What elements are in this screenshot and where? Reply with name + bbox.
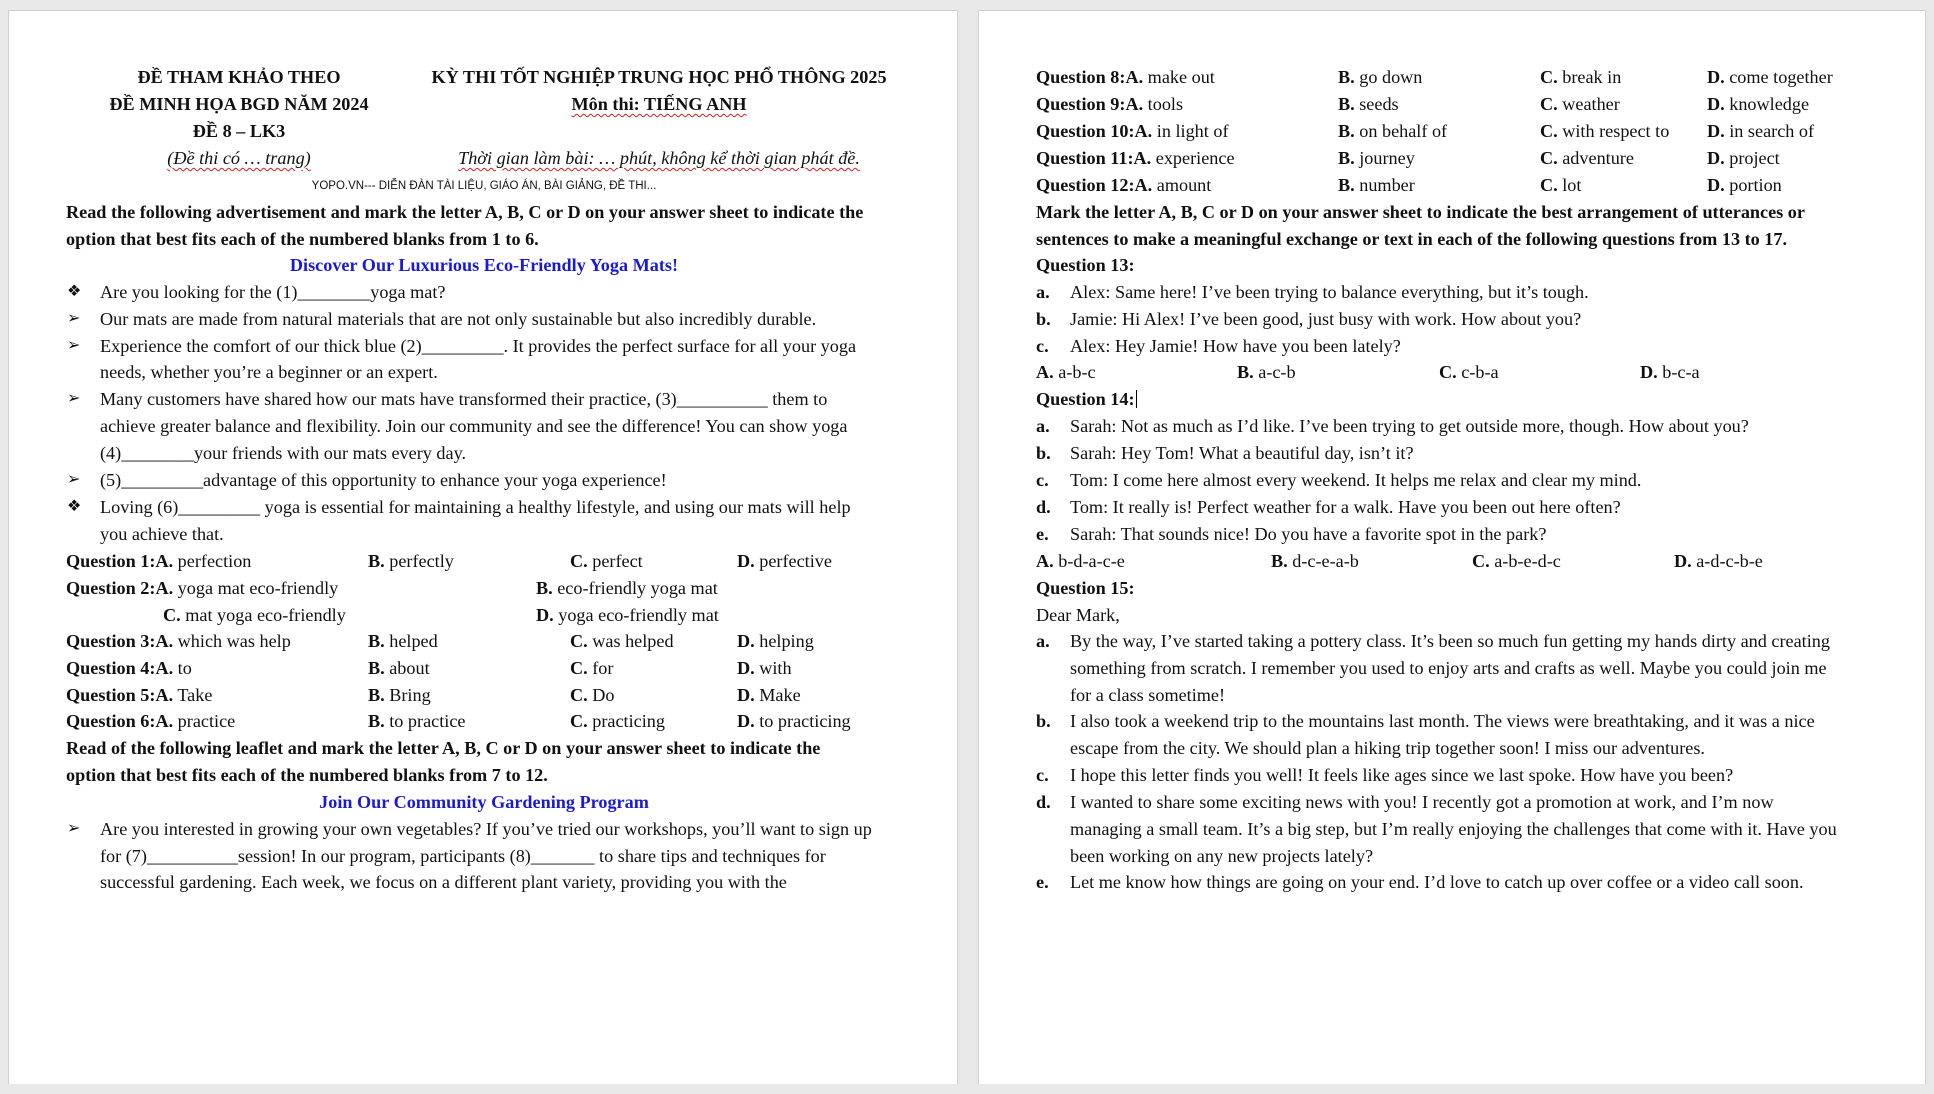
- header-exam-title: KỲ THI TỐT NGHIỆP TRUNG HỌC PHỔ THÔNG 2025: [431, 67, 887, 87]
- q14-item-key: e.: [1036, 524, 1049, 544]
- leaflet-line-1: Are you interested in growing your own vegetables? If you’ve tried our workshops, you’ll want to sign up: [100, 819, 872, 839]
- question-10-option-c: C. with respect to: [1540, 121, 1670, 141]
- arrow-bullet-icon: ➢: [67, 310, 81, 327]
- q15-item-a-line-3: for a class sometime!: [1070, 685, 1226, 705]
- instruction-2-line-2: option that best fits each of the numbered blanks from 7 to 12.: [66, 765, 548, 785]
- question-4-option-c: C. for: [570, 658, 614, 678]
- q13-item-key: c.: [1036, 336, 1049, 356]
- q14-option-c: C. a-b-e-d-c: [1472, 551, 1561, 571]
- question-10: Question 10:A. in light of: [1036, 121, 1229, 141]
- ad-line-1: Are you looking for the (1)________yoga mat?: [100, 282, 446, 302]
- ad-line-2: Our mats are made from natural materials that are not only sustainable but also incredibly durable.: [100, 309, 817, 329]
- q15-item-e-line-1: Let me know how things are going on your end. I’d love to catch up over coffee or a video call soon.: [1070, 872, 1804, 892]
- question-11-option-b: B. journey: [1338, 148, 1415, 168]
- header-left-line-3: ĐỀ 8 – LK3: [192, 121, 286, 141]
- q14-item-e: Sarah: That sounds nice! Do you have a favorite spot in the park?: [1070, 524, 1547, 544]
- header-time: Thời gian làm bài: … phút, không kể thời gian phát đề.: [458, 148, 860, 168]
- leaflet-line-2: for (7)__________session! In our program, participants (8)_______ to share tips and techniques for: [100, 846, 826, 866]
- q14-option-d: D. a-d-c-b-e: [1674, 551, 1763, 571]
- ad-line-10: you achieve that.: [100, 524, 224, 544]
- document-page-1[interactable]: [8, 10, 958, 1094]
- diamond-bullet-icon: ❖: [67, 498, 82, 515]
- q13-option-b: B. a-c-b: [1237, 362, 1296, 382]
- q13-option-c: C. c-b-a: [1439, 362, 1499, 382]
- question-10-option-d: D. in search of: [1707, 121, 1815, 141]
- q15-item-a-line-1: By the way, I’ve started taking a pottery class. It’s been so much fun getting my hands dirty and creating: [1070, 631, 1830, 651]
- instruction-3-line-2: sentences to make a meaningful exchange or text in each of the following questions from 13 to 17.: [1036, 229, 1788, 249]
- question-8-option-d: D. come together: [1707, 67, 1833, 87]
- question-3-option-d: D. helping: [737, 631, 814, 651]
- question-11-option-d: D. project: [1707, 148, 1780, 168]
- question-12: Question 12:A. amount: [1036, 175, 1212, 195]
- q14-option-a: A. b-d-a-c-e: [1036, 551, 1125, 571]
- question-12-option-c: C. lot: [1540, 175, 1582, 195]
- q13-option-d: D. b-c-a: [1640, 362, 1700, 382]
- ad-line-3: Experience the comfort of our thick blue (2)_________. It provides the perfect surface for all your yoga: [100, 336, 857, 356]
- instruction-2-line-1: Read of the following leaflet and mark the letter A, B, C or D on your answer sheet to indicate the: [66, 738, 821, 758]
- q13-item-key: b.: [1036, 309, 1051, 329]
- q15-greeting: Dear Mark,: [1036, 605, 1120, 625]
- arrow-bullet-icon: ➢: [67, 337, 81, 354]
- question-6: Question 6:A. practice: [66, 711, 236, 731]
- question-1-option-d: D. perfective: [737, 551, 832, 571]
- ad-line-7: (4)________your friends with our mats every day.: [100, 443, 467, 463]
- q15-item-key: c.: [1036, 765, 1049, 785]
- question-4-option-b: B. about: [368, 658, 430, 678]
- question-8-option-c: C. break in: [1540, 67, 1622, 87]
- status-bar: [0, 1084, 1934, 1094]
- question-1-option-c: C. perfect: [570, 551, 643, 571]
- q14-item-a: Sarah: Not as much as I’d like. I’ve been trying to get outside more, though. How about you?: [1070, 416, 1749, 436]
- arrow-bullet-icon: ➢: [67, 820, 81, 837]
- question-5-option-c: C. Do: [570, 685, 615, 705]
- q15-item-key: a.: [1036, 631, 1050, 651]
- ad-line-6: achieve greater balance and flexibility. Join our community and see the difference! You can show yoga: [100, 416, 848, 436]
- question-4-option-d: D. with: [737, 658, 792, 678]
- q13-option-a: A. a-b-c: [1036, 362, 1096, 382]
- question-1-option-b: B. perfectly: [368, 551, 454, 571]
- ad-line-4: needs, whether you’re a beginner or an expert.: [100, 362, 438, 382]
- document-page-2[interactable]: [978, 10, 1926, 1094]
- question-8-option-b: B. go down: [1338, 67, 1423, 87]
- q14-item-key: b.: [1036, 443, 1051, 463]
- q15-item-key: d.: [1036, 792, 1051, 812]
- question-5-option-d: D. Make: [737, 685, 801, 705]
- q15-item-b-line-1: I also took a weekend trip to the mountains last month. The views were breathtaking, and it was a nice: [1070, 711, 1815, 731]
- header-source: YOPO.VN--- DIỄN ĐÀN TÀI LIỆU, GIÁO ÁN, BÀI GIẢNG, ĐỀ THI...: [311, 180, 657, 192]
- question-1: Question 1:A. perfection: [66, 551, 252, 571]
- leaflet-line-3: successful gardening. Each week, we focus on a different plant variety, providing you with the: [100, 872, 787, 892]
- question-6-option-b: B. to practice: [368, 711, 466, 731]
- q15-item-b-line-2: escape from the city. We should plan a hiking trip together soon! I miss our adventures.: [1070, 738, 1705, 758]
- q15-item-a-line-2: something from scratch. I remember you used to enjoy arts and crafts as well. Maybe you could join me: [1070, 658, 1827, 678]
- ad-line-9: Loving (6)_________ yoga is essential for maintaining a healthy lifestyle, and using our mats will help: [100, 497, 851, 517]
- q13-item-b: Jamie: Hi Alex! I’ve been good, just busy with work. How about you?: [1070, 309, 1582, 329]
- question-2-option-b: B. eco-friendly yoga mat: [536, 578, 718, 598]
- question-2-option-c: C. mat yoga eco-friendly: [163, 605, 346, 625]
- q13-item-key: a.: [1036, 282, 1050, 302]
- question-11-option-c: C. adventure: [1540, 148, 1634, 168]
- q14-item-d: Tom: It really is! Perfect weather for a walk. Have you been out here often?: [1070, 497, 1621, 517]
- advertisement-title: Discover Our Luxurious Eco-Friendly Yoga Mats!: [289, 255, 679, 275]
- question-6-option-d: D. to practicing: [737, 711, 851, 731]
- question-5-option-b: B. Bring: [368, 685, 431, 705]
- q14-item-c: Tom: I come here almost every weekend. It helps me relax and clear my mind.: [1070, 470, 1642, 490]
- question-12-option-b: B. number: [1338, 175, 1415, 195]
- question-14-label[interactable]: Question 14:: [1036, 389, 1135, 409]
- q14-item-key: c.: [1036, 470, 1049, 490]
- header-left-line-1: ĐỀ THAM KHẢO THEO: [137, 67, 341, 87]
- q14-option-b: B. d-c-e-a-b: [1271, 551, 1359, 571]
- question-3: Question 3:A. which was help: [66, 631, 291, 651]
- header-left-line-2: ĐỀ MINH HỌA BGD NĂM 2024: [109, 94, 369, 114]
- question-9-option-c: C. weather: [1540, 94, 1620, 114]
- question-10-option-b: B. on behalf of: [1338, 121, 1448, 141]
- ad-line-5: Many customers have shared how our mats have transformed their practice, (3)__________ them to: [100, 389, 828, 409]
- q14-item-key: a.: [1036, 416, 1050, 436]
- question-2-option-d: D. yoga eco-friendly mat: [536, 605, 719, 625]
- q13-item-c: Alex: Hey Jamie! How have you been lately?: [1070, 336, 1401, 356]
- question-13-label: Question 13:: [1036, 255, 1135, 275]
- q15-item-key: e.: [1036, 872, 1049, 892]
- arrow-bullet-icon: ➢: [67, 471, 81, 488]
- q14-item-b: Sarah: Hey Tom! What a beautiful day, isn’t it?: [1070, 443, 1414, 463]
- arrow-bullet-icon: ➢: [67, 390, 81, 407]
- instruction-3-line-1: Mark the letter A, B, C or D on your answer sheet to indicate the best arrangement of utterances or: [1036, 202, 1805, 222]
- question-11: Question 11:A. experience: [1036, 148, 1235, 168]
- question-15-label: Question 15:: [1036, 578, 1135, 598]
- q15-item-d-line-3: been working on any new projects lately?: [1070, 846, 1374, 866]
- ad-line-8: (5)_________advantage of this opportunity to enhance your yoga experience!: [100, 470, 667, 490]
- question-6-option-c: C. practicing: [570, 711, 665, 731]
- question-9: Question 9:A. tools: [1036, 94, 1184, 114]
- question-9-option-d: D. knowledge: [1707, 94, 1810, 114]
- instruction-1-line-1: Read the following advertisement and mark the letter A, B, C or D on your answer sheet to indicate the: [66, 202, 864, 222]
- question-5: Question 5:A. Take: [66, 685, 213, 705]
- question-3-option-b: B. helped: [368, 631, 438, 651]
- q13-item-a: Alex: Same here! I’ve been trying to balance everything, but it’s tough.: [1070, 282, 1589, 302]
- question-3-option-c: C. was helped: [570, 631, 674, 651]
- question-2: Question 2:A. yoga mat eco-friendly: [66, 578, 339, 598]
- text-cursor: [1136, 390, 1137, 408]
- header-page-count: (Đề thi có … trang): [167, 148, 311, 168]
- header-subject: Môn thi: TIẾNG ANH: [571, 94, 747, 114]
- q15-item-c-line-1: I hope this letter finds you well! It feels like ages since we last spoke. How have you been?: [1070, 765, 1734, 785]
- question-4: Question 4:A. to: [66, 658, 192, 678]
- question-9-option-b: B. seeds: [1338, 94, 1399, 114]
- question-12-option-d: D. portion: [1707, 175, 1782, 195]
- q15-item-key: b.: [1036, 711, 1051, 731]
- q15-item-d-line-1: I wanted to share some exciting news with you! I recently got a promotion at work, and I’m now: [1070, 792, 1774, 812]
- diamond-bullet-icon: ❖: [67, 283, 82, 300]
- question-8: Question 8:A. make out: [1036, 67, 1215, 87]
- q15-item-d-line-2: managing a small team. It’s a big step, but I’m really enjoying the challenges that come with it. Have you: [1070, 819, 1837, 839]
- q14-item-key: d.: [1036, 497, 1051, 517]
- instruction-1-line-2: option that best fits each of the numbered blanks from 1 to 6.: [66, 229, 539, 249]
- leaflet-title: Join Our Community Gardening Program: [319, 792, 649, 812]
